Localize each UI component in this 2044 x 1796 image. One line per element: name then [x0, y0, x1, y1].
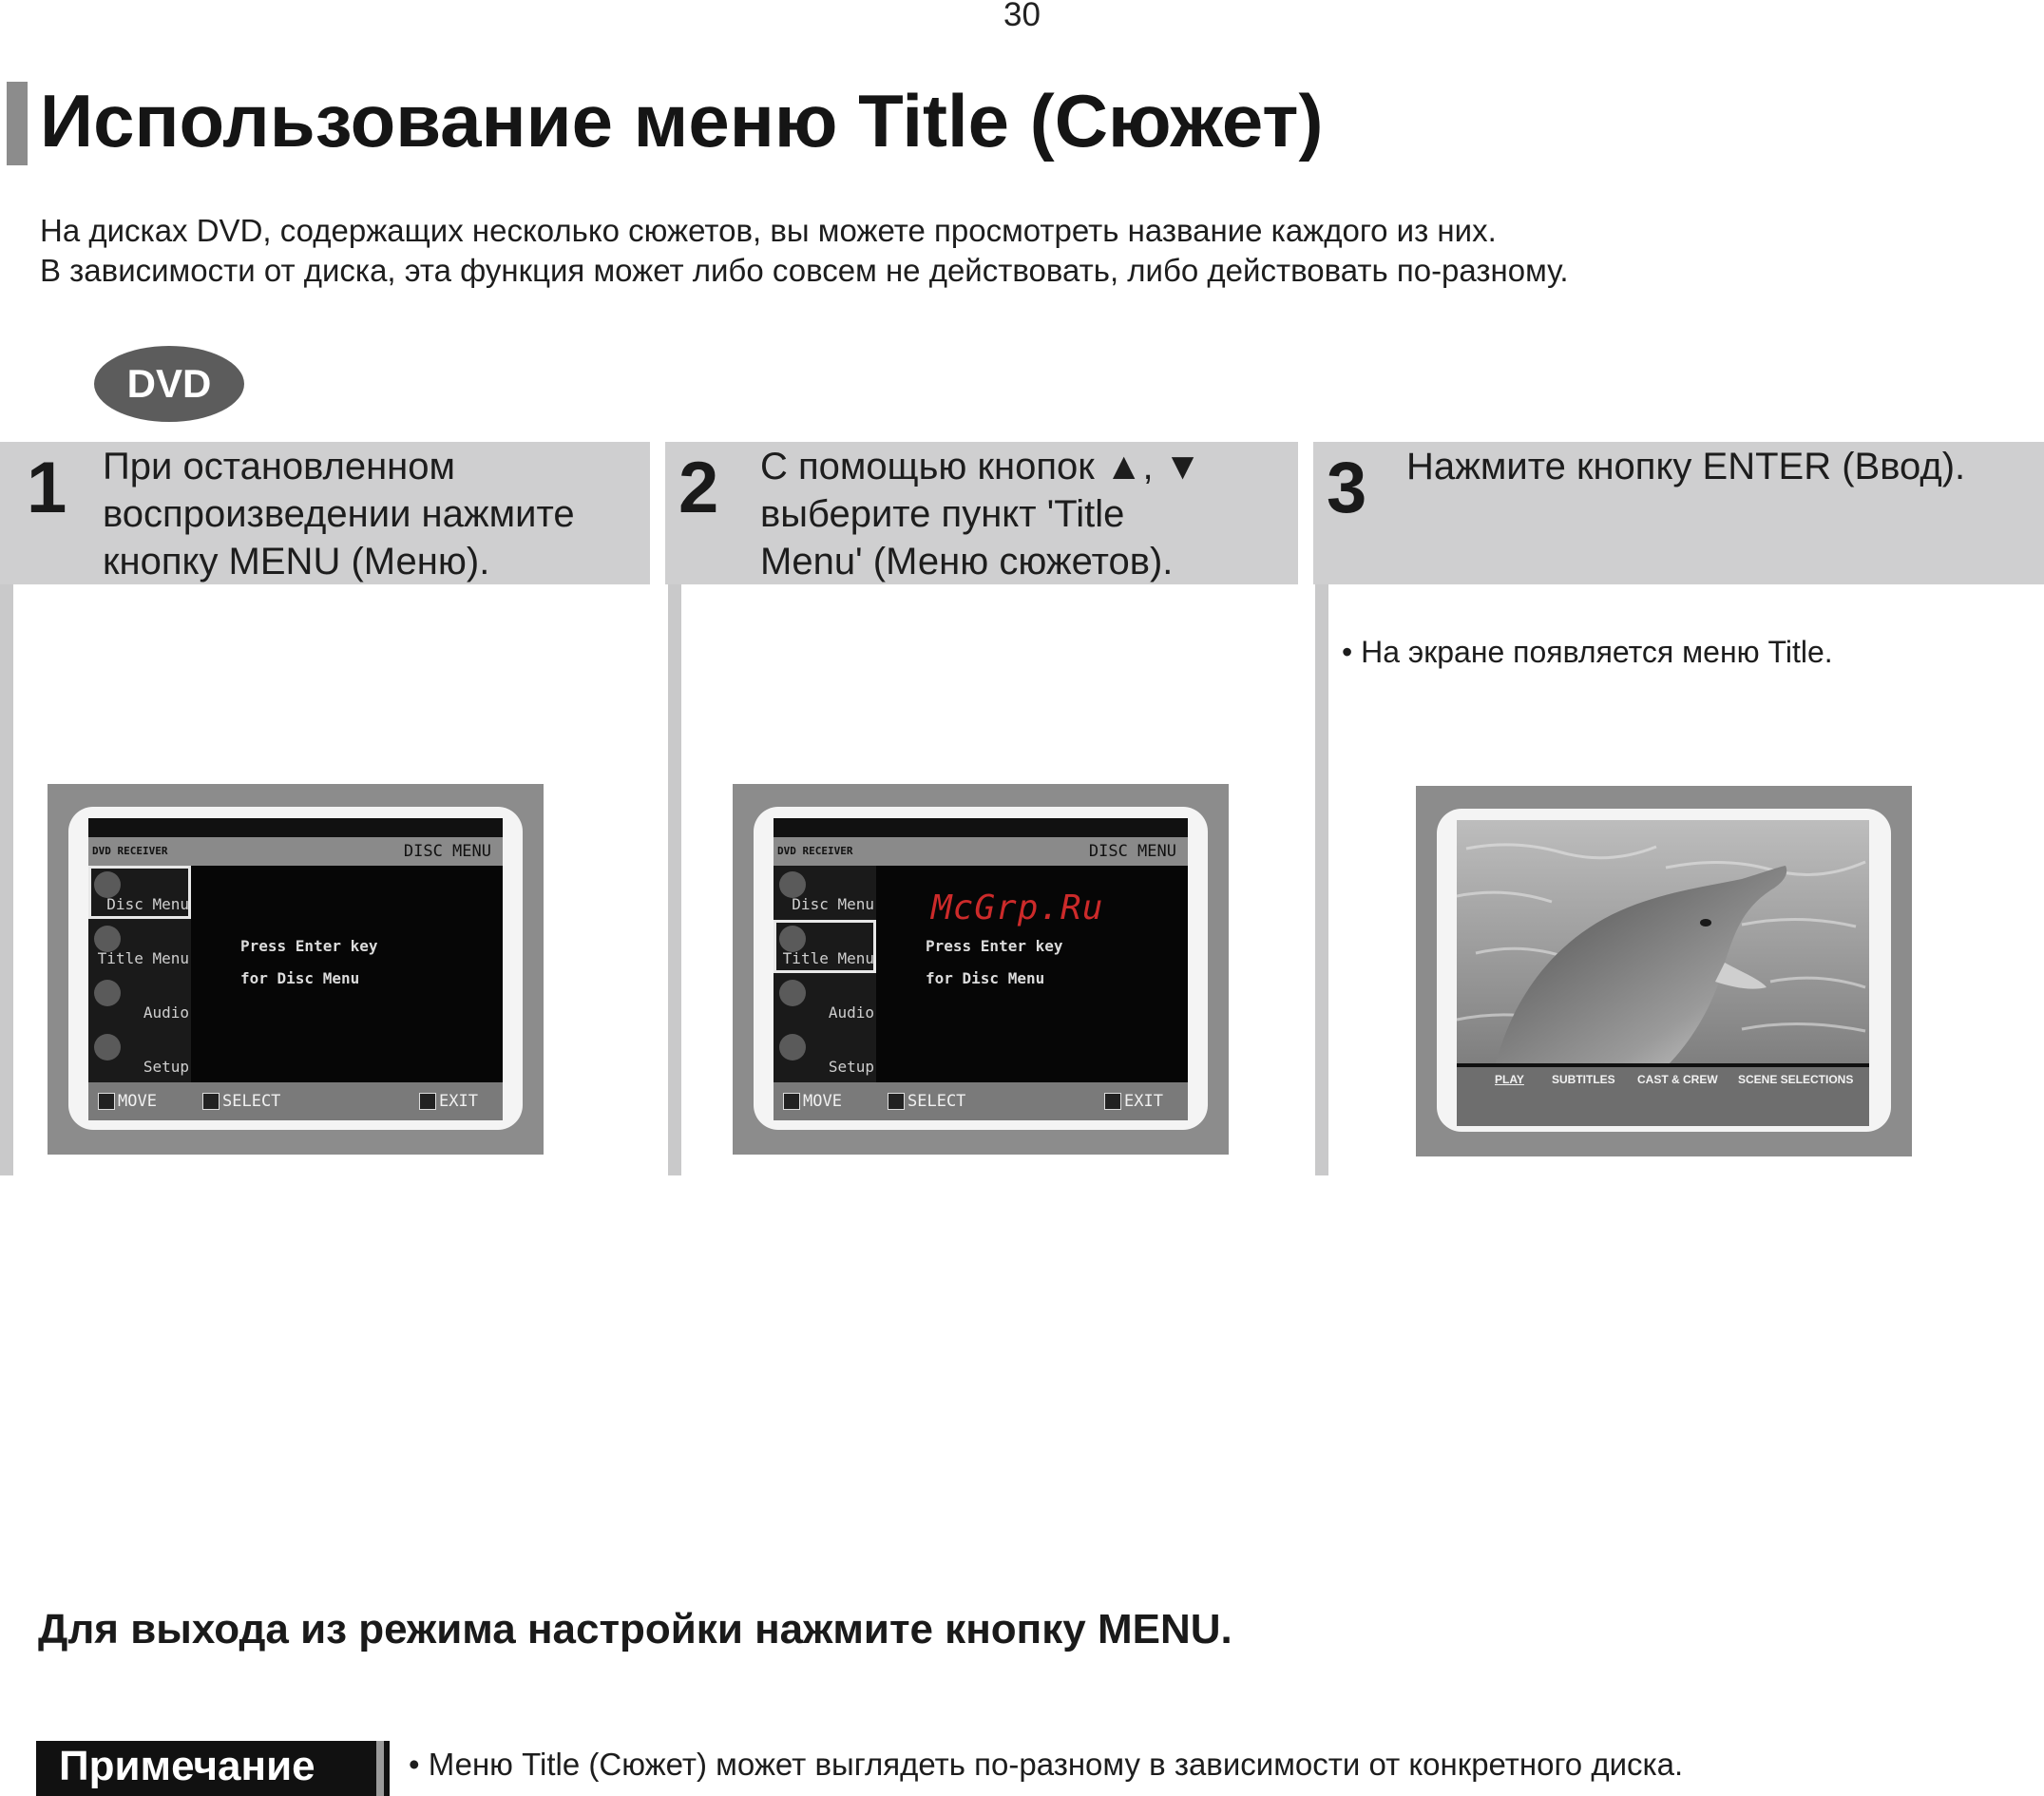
step-3-line-1: Нажмите кнопку ENTER (Ввод). [1406, 446, 1966, 487]
step-2-text [760, 443, 1201, 585]
step-1-line-1: При остановленном [103, 446, 455, 487]
osd-item-title-menu[interactable]: Title Menu [774, 920, 876, 973]
select-icon [202, 1093, 220, 1110]
speaker-icon [94, 980, 121, 1006]
step-2-number: 2 [678, 448, 719, 528]
osd-select: SELECT [888, 1092, 965, 1111]
intro-line-1: На дисках DVD, содержащих несколько сюжетов, вы можете просмотреть название каждого из них. [40, 213, 1497, 248]
note-label: Примечание [59, 1743, 315, 1789]
exit-instruction: Для выхода из режима настройки нажмите кнопку MENU. [38, 1606, 1232, 1653]
osd-title: DISC MENU [403, 842, 491, 861]
osd-footer [88, 1082, 503, 1120]
osd-item-disc-menu[interactable]: Disc Menu [88, 866, 191, 919]
osd-brand: DVD RECEIVER [92, 845, 168, 857]
step-1-line-2: воспроизведении нажмите [103, 493, 575, 535]
note-separator [376, 1741, 384, 1796]
osd-item-audio[interactable]: Audio [774, 974, 876, 1027]
screen-1-disc-menu [48, 784, 544, 1155]
osd-message: Press Enter key for Disc Menu [240, 937, 378, 987]
step-1-divider [0, 584, 13, 1175]
title-icon [94, 926, 121, 952]
step-2-line-3: Menu' (Меню сюжетов). [760, 541, 1174, 583]
title-menu-scene-selections[interactable]: SCENE SELECTIONS [1738, 1073, 1854, 1086]
gear-icon [94, 1034, 121, 1060]
osd-item-title-menu[interactable]: Title Menu [88, 920, 191, 973]
step-1-text [103, 443, 575, 585]
title-icon [779, 926, 806, 952]
exit-icon [1104, 1093, 1121, 1110]
step-1-number: 1 [27, 448, 67, 528]
disc-icon [94, 871, 121, 898]
osd-item-setup[interactable]: Setup [88, 1028, 191, 1081]
page-title: Использование меню Title (Сюжет) [40, 79, 1324, 162]
title-menu-play[interactable]: PLAY [1495, 1073, 1524, 1086]
osd-exit: EXIT [1104, 1092, 1163, 1111]
step-3-bullet: • На экране появляется меню Title. [1342, 635, 1833, 669]
step-1-line-3: кнопку MENU (Меню). [103, 541, 490, 583]
step-2-line-2: выберите пункт 'Title [760, 493, 1125, 535]
osd-exit: EXIT [419, 1092, 478, 1111]
title-menu-subtitles[interactable]: SUBTITLES [1552, 1073, 1615, 1086]
intro-line-2: В зависимости от диска, эта функция может либо совсем не действовать, либо действовать по-разному. [40, 253, 1569, 288]
dvd-badge: DVD [94, 346, 244, 422]
step-3-number: 3 [1327, 448, 1367, 528]
step-3-text [1406, 443, 1965, 490]
osd-item-audio[interactable]: Audio [88, 974, 191, 1027]
osd-sidebar [88, 866, 191, 1082]
screen-2-title-menu-selected [733, 784, 1229, 1155]
select-icon [888, 1093, 905, 1110]
osd-move: MOVE [783, 1092, 842, 1111]
step-2-divider [668, 584, 681, 1175]
title-menu-cast-crew[interactable]: CAST & CREW [1637, 1073, 1718, 1086]
note-text-body: Меню Title (Сюжет) может выглядеть по-разному в зависимости от конкретного диска. [428, 1747, 1684, 1782]
osd-move: MOVE [98, 1092, 157, 1111]
osd-message: Press Enter key for Disc Menu [926, 937, 1063, 987]
osd-footer [774, 1082, 1188, 1120]
osd-item-disc-menu[interactable]: Disc Menu [774, 866, 876, 919]
title-menu-bar [1457, 1067, 1869, 1126]
osd-sidebar [774, 866, 876, 1082]
osd-header [774, 837, 1188, 866]
disc-icon [779, 871, 806, 898]
title-accent-bar [7, 82, 28, 165]
gear-icon [779, 1034, 806, 1060]
step-3-bullet-text: На экране появляется меню Title. [1361, 635, 1833, 669]
tv-display [88, 818, 503, 1120]
osd-select: SELECT [202, 1092, 280, 1111]
osd-item-setup[interactable]: Setup [774, 1028, 876, 1081]
osd-brand: DVD RECEIVER [777, 845, 853, 857]
speaker-icon [779, 980, 806, 1006]
dolphin-image [1457, 820, 1869, 1126]
step-3-divider [1315, 584, 1328, 1175]
tv-display [774, 818, 1188, 1120]
move-icon [98, 1093, 115, 1110]
step-2-line-1: С помощью кнопок ▲, ▼ [760, 446, 1202, 487]
move-icon [783, 1093, 800, 1110]
note-text: • Меню Title (Сюжет) может выглядеть по-разному в зависимости от конкретного диска. [409, 1747, 1684, 1782]
osd-header [88, 837, 503, 866]
osd-title: DISC MENU [1088, 842, 1176, 861]
page-number: 30 [1003, 0, 1041, 33]
watermark: McGrp.Ru [931, 888, 1104, 927]
screen-3-title-menu [1416, 786, 1912, 1156]
exit-icon [419, 1093, 436, 1110]
